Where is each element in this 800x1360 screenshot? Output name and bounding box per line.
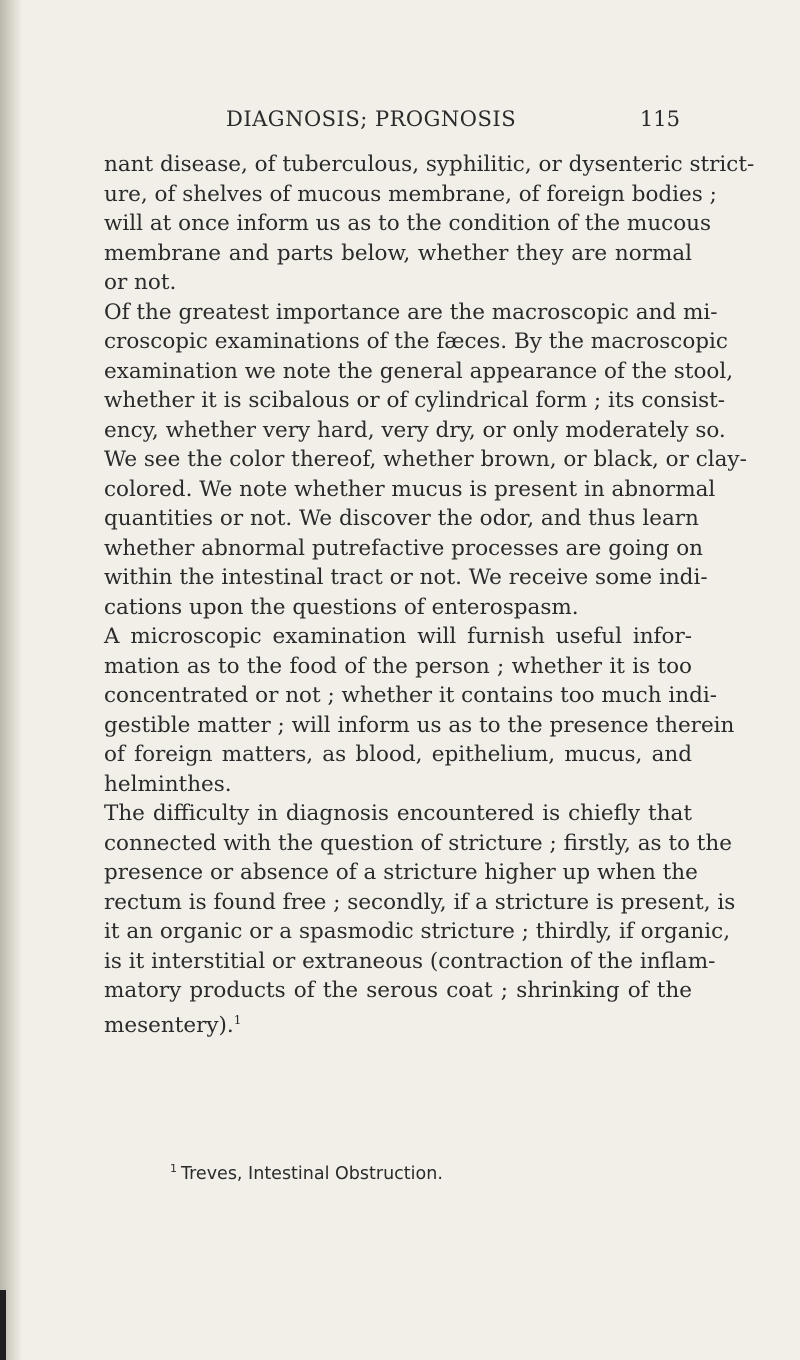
text-line-last <box>104 1006 692 1036</box>
text-line: of foreign matters, as blood, epithelium, mucus, and <box>104 742 692 767</box>
text-line: helminthes. <box>104 771 232 797</box>
text-line: membrane and parts below, whether they are normal <box>104 240 692 266</box>
page-edge <box>0 1290 6 1360</box>
book-spine-shadow <box>0 0 22 1360</box>
page-header <box>0 107 800 139</box>
text-line: whether abnormal putrefactive processes are going on <box>104 535 704 561</box>
page-number: 115 <box>639 107 680 131</box>
text-line: presence or absence of a stricture higher up when the <box>104 860 698 885</box>
footnote-mark: 1 <box>170 1162 177 1175</box>
text-line: is it interstitial or extraneous (contraction of the inflam- <box>104 948 716 974</box>
text-line: nant disease, of tuberculous, syphilitic, or dysenteric strict- <box>104 152 755 177</box>
text-line: colored. We note whether mucus is present in abnormal <box>104 476 716 502</box>
text-line: or not. <box>104 270 177 295</box>
text-line: whether it is scibalous or of cylindrical form ; its consist- <box>104 388 726 413</box>
text-line: mesentery). <box>104 1012 234 1038</box>
text-line: will at once inform us as to the condition of the mucous <box>104 211 712 236</box>
text-line: rectum is found free ; secondly, if a stricture is present, is <box>104 889 736 915</box>
text-line: Of the greatest importance are the macroscopic and mi- <box>104 299 718 325</box>
text-line: croscopic examinations of the fæces. By the macroscopic <box>104 329 728 354</box>
text-line: concentrated or not ; whether it contains too much indi- <box>104 683 718 708</box>
text-line: gestible matter ; will inform us as to the presence therein <box>104 712 735 738</box>
text-line: A microscopic examination will furnish useful infor- <box>104 624 692 649</box>
footnote-reference: 1 <box>233 1012 242 1027</box>
text-line: The difficulty in diagnosis encountered is chiefly that <box>104 801 692 826</box>
text-line: quantities or not. We discover the odor, and thus learn <box>104 506 699 531</box>
footnote-text: Treves, Intestinal Obstruction. <box>181 1163 443 1184</box>
body-text <box>104 150 755 1038</box>
text-line: examination we note the general appearance of the stool, <box>104 358 734 384</box>
text-line: ency, whether very hard, very dry, or only moderately so. <box>104 417 726 443</box>
text-line: cations upon the questions of enterospasm. <box>104 594 579 620</box>
text-line: ure, of shelves of mucous membrane, of foreign bodies ; <box>104 181 717 207</box>
running-head: DIAGNOSIS; PROGNOSIS <box>226 107 517 131</box>
text-line: matory products of the serous coat ; shrinking of the <box>104 978 692 1003</box>
text-line: it an organic or a spasmodic stricture ; thirdly, if organic, <box>104 919 731 944</box>
text-line: mation as to the food of the person ; whether it is too <box>104 653 692 679</box>
text-line: We see the color thereof, whether brown, or black, or clay- <box>104 447 747 472</box>
text-line: within the intestinal tract or not. We receive some indi- <box>104 565 708 590</box>
footnote <box>170 1162 443 1184</box>
text-line: connected with the question of stricture ; firstly, as to the <box>104 830 733 856</box>
